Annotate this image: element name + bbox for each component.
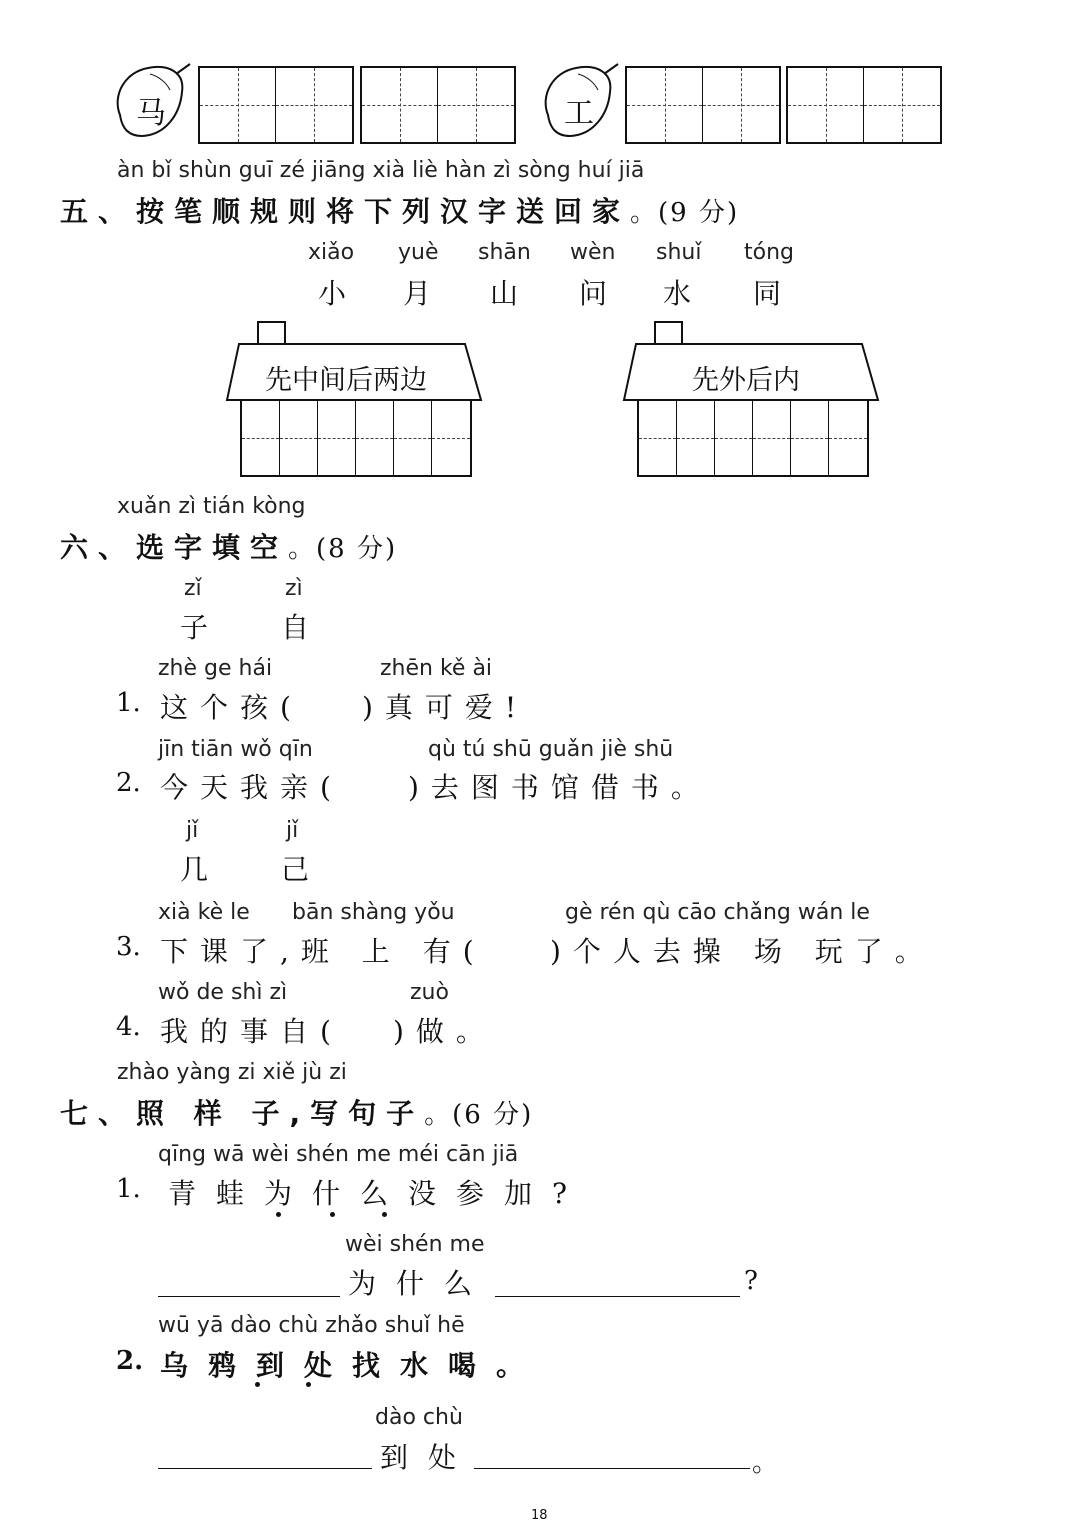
emphasis-dot bbox=[276, 1212, 281, 1217]
char-pinyin-shan: shān bbox=[478, 240, 531, 265]
writing-grid-4[interactable] bbox=[786, 66, 942, 144]
item1-text-b: )真可爱! bbox=[362, 691, 529, 724]
emphasis-dot bbox=[382, 1212, 387, 1217]
section5-pinyin: àn bǐ shùn guī zé jiāng xià liè hàn zì sòng huí jiā bbox=[117, 158, 645, 183]
ex2-answer-line-2[interactable] bbox=[474, 1468, 750, 1469]
item4-pinyin-b: zuò bbox=[410, 980, 449, 1005]
ex1-end-mark: ? bbox=[744, 1266, 758, 1296]
item4-pinyin-a: wǒ de shì zì bbox=[158, 980, 288, 1005]
pair2-pinyin-a: jǐ bbox=[186, 818, 199, 843]
char-pinyin-wen: wèn bbox=[570, 240, 616, 265]
section5-title: 五、按笔顺规则将下列汉字送回家。(9 分) bbox=[60, 195, 740, 228]
item3-pinyin-a: xià kè le bbox=[158, 900, 250, 925]
char-shan: 山 bbox=[490, 277, 519, 310]
pair2-pinyin-b: jǐ bbox=[286, 818, 299, 843]
ex1-hint-pinyin: wèi shén me bbox=[345, 1232, 485, 1257]
char-pinyin-tong: tóng bbox=[744, 240, 794, 265]
section6-pinyin: xuǎn zì tián kòng bbox=[117, 494, 306, 519]
house-label-1: 先中间后两边 bbox=[265, 365, 427, 396]
ex1-answer-line-1[interactable] bbox=[158, 1296, 340, 1297]
page-number: 18 bbox=[531, 1508, 548, 1523]
ex2-number: 2. bbox=[116, 1346, 144, 1376]
item1-number: 1. bbox=[116, 688, 141, 718]
char-xiao: 小 bbox=[318, 277, 347, 310]
item2-pinyin-b: qù tú shū guǎn jiè shū bbox=[428, 737, 674, 762]
ex2-end-mark: 。 bbox=[752, 1448, 779, 1478]
ex1-number: 1. bbox=[116, 1174, 141, 1204]
item4-text-b: )做。 bbox=[393, 1015, 496, 1048]
ex2-hint: 到处 bbox=[380, 1441, 477, 1474]
item3-text-a: 下课了,班 上 有( bbox=[160, 935, 486, 968]
item2-text-a: 今天我亲( bbox=[160, 771, 343, 804]
char-pinyin-shui: shuǐ bbox=[656, 240, 702, 265]
item4-blank[interactable] bbox=[330, 1012, 390, 1046]
ex2-pinyin: wū yā dào chù zhǎo shuǐ hē bbox=[158, 1313, 465, 1338]
pair2-char-b: 己 bbox=[281, 853, 310, 886]
item3-text-b: )个人去操 场 玩了。 bbox=[550, 935, 935, 968]
char-yue: 月 bbox=[403, 277, 432, 310]
writing-grid-2[interactable] bbox=[360, 66, 516, 144]
section7-title: 七、照 样 子,写句子。(6 分) bbox=[60, 1097, 534, 1130]
item3-number: 3. bbox=[116, 932, 141, 962]
item2-number: 2. bbox=[116, 768, 141, 798]
item4-text-a: 我的事自( bbox=[160, 1015, 343, 1048]
item3-pinyin-b: gè rén qù cāo chǎng wán le bbox=[565, 900, 870, 925]
item3-blank[interactable] bbox=[488, 932, 548, 966]
house-grid-1[interactable] bbox=[240, 399, 472, 477]
char-shui: 水 bbox=[663, 277, 692, 310]
item2-text-b: )去图书馆借书。 bbox=[408, 771, 711, 804]
item1-pinyin-a: zhè ge hái bbox=[158, 656, 273, 681]
item4-number: 4. bbox=[116, 1012, 141, 1042]
pair1-pinyin-a: zǐ bbox=[184, 576, 202, 601]
leaf-char-1: 马 bbox=[136, 96, 166, 131]
ex2-answer-line-1[interactable] bbox=[158, 1468, 372, 1469]
pair1-char-a: 子 bbox=[180, 611, 209, 644]
ex1-pinyin: qīng wā wèi shén me méi cān jiā bbox=[158, 1142, 519, 1167]
emphasis-dot bbox=[255, 1382, 260, 1387]
house-label-2: 先外后内 bbox=[692, 365, 800, 396]
item1-text-a: 这个孩( bbox=[160, 691, 303, 724]
writing-grid-1[interactable] bbox=[198, 66, 354, 144]
char-pinyin-yue: yuè bbox=[398, 240, 439, 265]
char-tong: 同 bbox=[753, 277, 782, 310]
char-pinyin-xiao: xiǎo bbox=[308, 240, 355, 265]
item1-blank[interactable] bbox=[300, 688, 360, 722]
emphasis-dot bbox=[306, 1382, 311, 1387]
item3-pinyin-a2: bān shàng yǒu bbox=[292, 900, 455, 925]
ex1-hint: 为什么 bbox=[348, 1267, 493, 1300]
char-wen: 问 bbox=[579, 277, 608, 310]
section7-pinyin: zhào yàng zi xiě jù zi bbox=[117, 1060, 347, 1085]
item2-blank[interactable] bbox=[345, 768, 405, 802]
pair2-char-a: 几 bbox=[180, 853, 209, 886]
house-grid-2[interactable] bbox=[637, 399, 869, 477]
pair1-pinyin-b: zì bbox=[285, 576, 303, 601]
item2-pinyin-a: jīn tiān wǒ qīn bbox=[158, 737, 313, 762]
writing-grid-3[interactable] bbox=[625, 66, 781, 144]
ex2-hint-pinyin: dào chù bbox=[375, 1405, 463, 1430]
ex1-text: 青蛙为什么没参加? bbox=[168, 1177, 588, 1210]
ex2-text: 乌鸦到处找水喝。 bbox=[160, 1349, 545, 1382]
ex1-answer-line-2[interactable] bbox=[495, 1296, 740, 1297]
pair1-char-b: 自 bbox=[281, 611, 310, 644]
emphasis-dot bbox=[330, 1212, 335, 1217]
item1-pinyin-b: zhēn kě ài bbox=[380, 656, 493, 681]
section6-title: 六、选字填空。(8 分) bbox=[60, 531, 398, 564]
leaf-char-2: 工 bbox=[564, 96, 594, 131]
